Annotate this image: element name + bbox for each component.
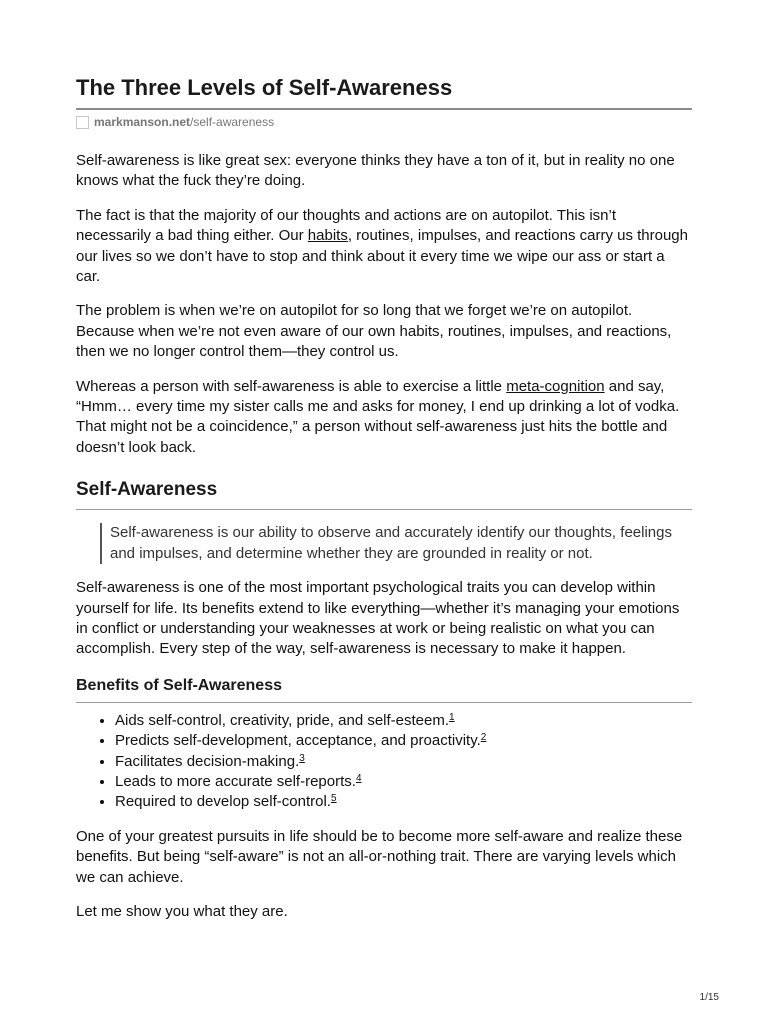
- page-title: The Three Levels of Self-Awareness: [76, 75, 453, 100]
- list-item: • Aids self-control, creativity, pride, and self-esteem.$^1$: [115, 711, 692, 731]
- intro-paragraph-2: The fact is that the majority of our thoughts and actions are on autopilot. This isn’t necessarily a bad thing either. Our habits, routines, impulses, and reactions carry us through our lives so we don’t have to stop and think about it every time we wipe our ass or start a car.: [76, 206, 688, 286]
- list-item: • Required to develop self-control.$^5$: [115, 792, 692, 812]
- intro-paragraph-3: The problem is when we’re on autopilot for so long that we forget we’re on autopilot. Because when we’re not even aware of our own habits, routines, impulses, and reactions, then we no longer control them—they control us.: [76, 302, 672, 361]
- section-paragraph: Self-awareness is one of the most important psychological traits you can develop within yourself for life. Its benefits extend to like everything—whether it’s managing your emotions in conflict or understanding your weaknesses at work or being realistic on what you can accomplish. Every step of the way, self-awareness is necessary to make it happen.: [76, 579, 680, 658]
- footnote-link-4[interactable]: 4: [355, 772, 362, 784]
- footnote-link-3[interactable]: 3: [299, 752, 305, 764]
- section-heading: Self-Awareness: [76, 478, 692, 510]
- list-item: • Leads to more accurate self-reports.$^4$: [115, 772, 692, 792]
- title-divider: [76, 108, 692, 110]
- footnote-link-2[interactable]: 2: [480, 732, 487, 744]
- closing-paragraph-1: One of your greatest pursuits in life should be to become more self-aware and realize these benefits. But being “self-aware” is not an all-or-nothing trait. There are varying levels which we can achieve.: [76, 827, 683, 886]
- benefits-heading: Benefits of Self-Awareness: [76, 676, 692, 703]
- benefits-list: [76, 711, 692, 813]
- page-number: 1/15: [699, 992, 719, 1003]
- meta-cognition-link[interactable]: meta-cognition: [506, 377, 605, 395]
- habits-link[interactable]: habits: [307, 227, 348, 245]
- source-domain: markmanson.net: [94, 115, 191, 129]
- article-body: [76, 151, 692, 936]
- source-link[interactable]: [94, 115, 274, 129]
- list-item: • Predicts self-development, acceptance, and proactivity.$^2$: [115, 731, 692, 751]
- footnote-link-1[interactable]: 1: [449, 711, 455, 723]
- intro-paragraph-1: Self-awareness is like great sex: everyone thinks they have a ton of it, but in reality no one knows what the fuck they’re doing.: [76, 152, 675, 190]
- source-line: [76, 114, 274, 130]
- intro-paragraph-4: Whereas a person with self-awareness is able to exercise a little meta-cognition and say, “Hmm… every time my sister calls me and asks for money, I end up drinking a lot of vodka. That might not be a coincidence,” a person without self-awareness just hits the bottle and doesn’t look back.: [76, 377, 680, 456]
- definition-quote: Self-awareness is our ability to observe and accurately identify our thoughts, feelings and impulses, and determine whether they are grounded in reality or not.: [100, 523, 692, 564]
- footnote-link-5[interactable]: 5: [330, 793, 337, 805]
- favicon-icon: [76, 116, 89, 129]
- list-item: • Facilitates decision-making.$^3$: [115, 752, 692, 772]
- source-path: /self-awareness: [190, 115, 275, 129]
- closing-paragraph-2: Let me show you what they are.: [76, 902, 288, 920]
